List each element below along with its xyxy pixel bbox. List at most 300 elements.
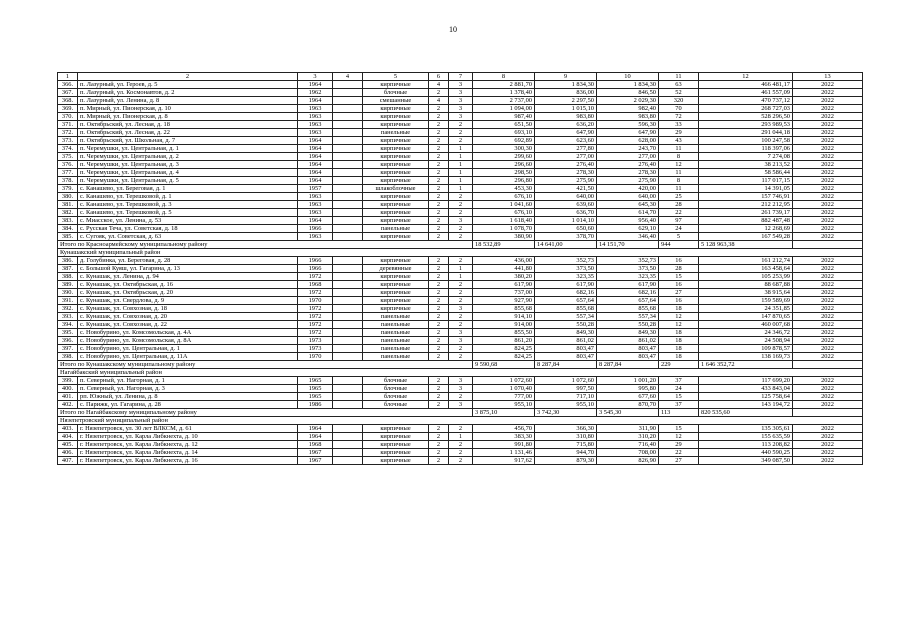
table-cell: 371.	[58, 121, 78, 129]
table-cell: 293 989,53	[699, 121, 793, 129]
table-row	[58, 297, 863, 305]
table-cell: 1 072,60	[535, 377, 597, 385]
table-cell: 370.	[58, 113, 78, 121]
table-cell: п. Северный, ул. Нагорная, д. 1	[78, 377, 298, 385]
table-cell: 29	[659, 129, 699, 137]
table-cell: 855,68	[597, 305, 659, 313]
subtotal-cell: 8 287,84	[535, 361, 597, 369]
table-cell	[333, 385, 363, 393]
table-cell: п. Черемушки, ул. Центральная, д. 1	[78, 145, 298, 153]
section-label: Нагайбакский муниципальный район	[58, 369, 863, 377]
table-cell: 1967	[298, 449, 333, 457]
table-cell: 614,70	[597, 209, 659, 217]
table-cell: 2	[449, 137, 473, 145]
table-cell: 399.	[58, 377, 78, 385]
table-cell: 1963	[298, 105, 333, 113]
table-cell	[333, 193, 363, 201]
table-cell: 1963	[298, 113, 333, 121]
table-cell: 97	[659, 217, 699, 225]
subtotal-cell: 8 287,84	[597, 361, 659, 369]
table-cell: с. Новобурино, ул. Комсомольская, д. 4А	[78, 329, 298, 337]
table-cell: кирпичные	[363, 441, 429, 449]
table-cell: 2	[429, 233, 449, 241]
table-cell: с. Большой Куяш, ул. Гагарина, д. 13	[78, 265, 298, 273]
table-cell: п. Мирный, ул. Пионерская, д. 8	[78, 113, 298, 121]
table-cell: 12 268,69	[699, 225, 793, 233]
table-cell: 349 087,50	[699, 457, 793, 465]
table-cell: 1963	[298, 209, 333, 217]
table-cell: 366,30	[535, 425, 597, 433]
table-cell: с. Кунашак, ул. Совхозная, д. 22	[78, 321, 298, 329]
table-cell: 657,64	[535, 297, 597, 305]
table-cell: 2	[429, 105, 449, 113]
table-cell: 296,60	[473, 161, 535, 169]
table-cell: кирпичные	[363, 281, 429, 289]
table-cell: 383.	[58, 217, 78, 225]
table-cell: с. Кунашак, ул. Совхозная, д. 18	[78, 305, 298, 313]
table-cell: 2	[429, 353, 449, 361]
table-cell: 2	[429, 185, 449, 193]
table-cell: 72	[659, 113, 699, 121]
table-cell: 1957	[298, 185, 333, 193]
table-cell: 715,80	[535, 441, 597, 449]
table-row	[58, 393, 863, 401]
table-cell: 311,90	[597, 425, 659, 433]
table-cell: 777,00	[473, 393, 535, 401]
table-cell: 470 737,12	[699, 97, 793, 105]
table-cell: 29	[659, 441, 699, 449]
table-cell: 100 247,58	[699, 137, 793, 145]
table-cell: 1963	[298, 121, 333, 129]
table-cell: 368.	[58, 97, 78, 105]
table-row	[58, 113, 863, 121]
subtotal-cell: 18 532,89	[473, 241, 535, 249]
table-cell: 8	[659, 153, 699, 161]
table-cell: 5	[659, 233, 699, 241]
table-row	[58, 425, 863, 433]
table-cell: 1 094,00	[473, 105, 535, 113]
table-cell: 2022	[793, 353, 863, 361]
table-cell: 2	[429, 201, 449, 209]
table-cell: деревянные	[363, 265, 429, 273]
table-cell: 403.	[58, 425, 78, 433]
table-cell: рп. Южный, ул. Ленина, д. 8	[78, 393, 298, 401]
table-cell: 402.	[58, 401, 78, 409]
table-cell: 1968	[298, 441, 333, 449]
table-cell: 2	[429, 345, 449, 353]
header-cell: 11	[659, 73, 699, 81]
table-cell: 2 297,50	[535, 97, 597, 105]
table-cell: с. Русская Теча, ул. Советская, д. 18	[78, 225, 298, 233]
table-cell: 466 481,17	[699, 81, 793, 89]
table-cell	[333, 377, 363, 385]
table-cell: 43	[659, 137, 699, 145]
table-cell: 157 746,91	[699, 193, 793, 201]
table-cell	[333, 425, 363, 433]
table-cell: 11	[659, 169, 699, 177]
table-cell: 2	[429, 257, 449, 265]
header-cell: 9	[535, 73, 597, 81]
table-cell	[333, 353, 363, 361]
table-cell: 392.	[58, 305, 78, 313]
table-cell: 645,30	[597, 201, 659, 209]
table-cell: п. Мирный, ул. Пионерская, д. 10	[78, 105, 298, 113]
table-cell: 991,80	[473, 441, 535, 449]
table-cell: 647,90	[597, 129, 659, 137]
table-cell: 2	[449, 313, 473, 321]
table-cell: 2022	[793, 185, 863, 193]
table-cell: 2022	[793, 257, 863, 265]
table-cell: 2022	[793, 225, 863, 233]
table-cell: 440 590,25	[699, 449, 793, 457]
table-cell: 1972	[298, 305, 333, 313]
subtotal-cell	[793, 241, 863, 249]
table-cell: 323,35	[535, 273, 597, 281]
table-cell: 2	[449, 297, 473, 305]
section-header-row	[58, 417, 863, 425]
table-cell: 298,50	[473, 169, 535, 177]
table-cell: 1964	[298, 177, 333, 185]
table-cell: 88 687,88	[699, 281, 793, 289]
table-cell: 2	[449, 441, 473, 449]
table-cell: 927,90	[473, 297, 535, 305]
table-cell: 405.	[58, 441, 78, 449]
table-cell: 1964	[298, 217, 333, 225]
table-cell: 2022	[793, 345, 863, 353]
table-cell: 275,90	[597, 177, 659, 185]
table-cell: кирпичные	[363, 457, 429, 465]
table-cell: блочные	[363, 385, 429, 393]
table-cell: 2	[429, 121, 449, 129]
table-cell: 677,60	[597, 393, 659, 401]
table-cell: 38 915,64	[699, 289, 793, 297]
table-cell: 955,10	[473, 401, 535, 409]
table-cell: 676,10	[473, 209, 535, 217]
table-cell: 58 586,44	[699, 169, 793, 177]
table-cell: 407.	[58, 457, 78, 465]
table-cell: 692,89	[473, 137, 535, 145]
table-cell: 2022	[793, 401, 863, 409]
table-cell: 70	[659, 105, 699, 113]
table-cell: 1 041,60	[473, 201, 535, 209]
table-cell	[333, 129, 363, 137]
table-row	[58, 265, 863, 273]
table-cell: 855,50	[473, 329, 535, 337]
table-cell: с. Парижк, ул. Гагарина, д. 28	[78, 401, 298, 409]
table-cell: кирпичные	[363, 297, 429, 305]
table-cell: 636,70	[535, 209, 597, 217]
table-cell: 2	[449, 353, 473, 361]
table-cell: 401.	[58, 393, 78, 401]
subtotal-row	[58, 241, 863, 249]
table-cell: 24	[659, 385, 699, 393]
table-cell: п. Северный, ул. Нагорная, д. 3	[78, 385, 298, 393]
table-cell: смешанные	[363, 97, 429, 105]
table-cell: 2022	[793, 233, 863, 241]
table-cell: 2022	[793, 385, 863, 393]
header-cell: 13	[793, 73, 863, 81]
table-row	[58, 137, 863, 145]
table-cell: 2022	[793, 393, 863, 401]
table-cell: 320	[659, 97, 699, 105]
section-header-row	[58, 249, 863, 257]
table-cell: 277,00	[597, 153, 659, 161]
table-cell: 15	[659, 393, 699, 401]
table-cell: 22	[659, 209, 699, 217]
table-cell: 657,64	[597, 297, 659, 305]
table-row	[58, 177, 863, 185]
table-cell: 1 078,70	[473, 225, 535, 233]
table-cell: 310,80	[535, 433, 597, 441]
table-row	[58, 169, 863, 177]
table-cell: п. Октябрьский, ул. Лесная, д. 22	[78, 129, 298, 137]
header-cell: 2	[78, 73, 298, 81]
table-cell: 803,47	[535, 345, 597, 353]
table-cell: кирпичные	[363, 105, 429, 113]
table-row	[58, 337, 863, 345]
table-cell: 379.	[58, 185, 78, 193]
table-cell: 1963	[298, 193, 333, 201]
table-cell: 1964	[298, 97, 333, 105]
table-cell: 391.	[58, 297, 78, 305]
table-cell	[333, 137, 363, 145]
table-cell: кирпичные	[363, 425, 429, 433]
table-cell: 1973	[298, 345, 333, 353]
table-cell: 2022	[793, 321, 863, 329]
table-cell: 1	[449, 169, 473, 177]
table-cell: 716,40	[597, 441, 659, 449]
table-cell: 1964	[298, 169, 333, 177]
table-cell: 803,47	[597, 353, 659, 361]
table-cell: 983,80	[535, 113, 597, 121]
table-cell: 323,35	[597, 273, 659, 281]
table-cell: 2	[429, 289, 449, 297]
table-cell: 826,90	[597, 457, 659, 465]
table-cell: 623,60	[535, 137, 597, 145]
table-cell: 299,60	[473, 153, 535, 161]
table-cell: 118 397,06	[699, 145, 793, 153]
table-cell: 2	[449, 201, 473, 209]
table-cell: 2	[449, 457, 473, 465]
table-cell	[333, 89, 363, 97]
table-cell	[333, 145, 363, 153]
table-cell: панельные	[363, 345, 429, 353]
table-cell: 3	[449, 113, 473, 121]
table-cell: 2022	[793, 329, 863, 337]
table-cell: 629,10	[597, 225, 659, 233]
table-cell: 2022	[793, 449, 863, 457]
table-cell: 2	[449, 257, 473, 265]
table-row	[58, 305, 863, 313]
table-cell: с. Канашево, ул. Береговая, д. 1	[78, 185, 298, 193]
table-cell: кирпичные	[363, 209, 429, 217]
subtotal-cell: 3 545,30	[597, 409, 659, 417]
table-cell: 2	[449, 225, 473, 233]
table-cell: 243,70	[597, 145, 659, 153]
table-row	[58, 457, 863, 465]
table-cell: 2022	[793, 273, 863, 281]
table-cell: 28	[659, 265, 699, 273]
table-cell: 18	[659, 353, 699, 361]
table-cell: 636,20	[535, 121, 597, 129]
table-cell: 1966	[298, 257, 333, 265]
table-cell: панельные	[363, 129, 429, 137]
table-cell: 2022	[793, 425, 863, 433]
table-cell: 4	[429, 97, 449, 105]
table-cell: 1 131,46	[473, 449, 535, 457]
table-cell: кирпичные	[363, 81, 429, 89]
table-row	[58, 321, 863, 329]
table-cell: кирпичные	[363, 289, 429, 297]
subtotal-label: Итого по Красноармейскому муниципальному району	[58, 241, 473, 249]
table-cell: п. Черемушки, ул. Центральная, д. 5	[78, 177, 298, 185]
table-cell	[333, 457, 363, 465]
table-row	[58, 105, 863, 113]
table-cell: 2022	[793, 377, 863, 385]
table-cell: 167 549,28	[699, 233, 793, 241]
table-cell	[333, 313, 363, 321]
table-cell: 2	[449, 345, 473, 353]
table-cell: кирпичные	[363, 113, 429, 121]
subtotal-cell: 5 128 963,38	[699, 241, 793, 249]
table-cell: с. Кунашак, ул. Совхозная, д. 20	[78, 313, 298, 321]
table-cell: 276,40	[535, 161, 597, 169]
header-cell: 10	[597, 73, 659, 81]
table-cell: 1965	[298, 377, 333, 385]
table-row	[58, 161, 863, 169]
table-row	[58, 289, 863, 297]
table-cell: с. Канашево, ул. Терешковой, д. 3	[78, 201, 298, 209]
table-cell: 1967	[298, 457, 333, 465]
table-cell: 1966	[298, 225, 333, 233]
table-cell: 2	[429, 449, 449, 457]
table-cell: 2	[429, 433, 449, 441]
table-cell: 955,10	[535, 401, 597, 409]
table-cell	[333, 433, 363, 441]
table-cell: 617,90	[597, 281, 659, 289]
table-cell: 846,50	[597, 89, 659, 97]
table-cell: 1	[449, 433, 473, 441]
table-cell: 2022	[793, 105, 863, 113]
table-cell: 617,90	[535, 281, 597, 289]
table-cell: 1972	[298, 289, 333, 297]
table-cell: 346,40	[597, 233, 659, 241]
table-cell	[333, 105, 363, 113]
table-cell: 1964	[298, 425, 333, 433]
table-cell: 278,30	[597, 169, 659, 177]
table-cell: 2022	[793, 161, 863, 169]
table-cell: 2	[429, 401, 449, 409]
table-cell: 1 072,60	[473, 377, 535, 385]
table-cell: 381.	[58, 201, 78, 209]
header-cell: 7	[449, 73, 473, 81]
table-cell: 2022	[793, 81, 863, 89]
table-cell: 917,62	[473, 457, 535, 465]
table-cell: 268 727,03	[699, 105, 793, 113]
table-cell: 12	[659, 313, 699, 321]
header-cell: 3	[298, 73, 333, 81]
table-cell: 987,40	[473, 113, 535, 121]
table-cell: 261 739,17	[699, 209, 793, 217]
table-cell: 352,73	[535, 257, 597, 265]
table-cell: с. Канашево, ул. Терешковой, д. 1	[78, 193, 298, 201]
subtotal-cell: 3 742,30	[535, 409, 597, 417]
table-cell: 394.	[58, 321, 78, 329]
table-cell: 12	[659, 321, 699, 329]
table-cell	[333, 185, 363, 193]
table-cell: 456,70	[473, 425, 535, 433]
table-cell	[333, 449, 363, 457]
table-cell: 2	[429, 305, 449, 313]
table-cell: 1963	[298, 201, 333, 209]
subtotal-cell: 14 151,70	[597, 241, 659, 249]
table-cell: шлакоблочные	[363, 185, 429, 193]
table-cell: 135 305,61	[699, 425, 793, 433]
table-cell: 12	[659, 433, 699, 441]
table-cell: панельные	[363, 337, 429, 345]
table-cell: 1972	[298, 321, 333, 329]
table-cell: 3	[449, 105, 473, 113]
table-row	[58, 193, 863, 201]
table-cell: 676,10	[473, 193, 535, 201]
table-cell: 1 834,30	[535, 81, 597, 89]
table-cell: 16	[659, 257, 699, 265]
table-cell: 404.	[58, 433, 78, 441]
table-cell: кирпичные	[363, 121, 429, 129]
table-cell	[333, 113, 363, 121]
table-cell: 983,80	[597, 113, 659, 121]
table-cell: 1963	[298, 233, 333, 241]
table-cell: 2022	[793, 297, 863, 305]
table-cell: 1962	[298, 89, 333, 97]
table-cell: 382.	[58, 209, 78, 217]
table-cell: 159 589,69	[699, 297, 793, 305]
table-cell: 2	[429, 297, 449, 305]
table-cell: 1968	[298, 281, 333, 289]
table-cell: 2	[449, 233, 473, 241]
table-cell: 2	[449, 393, 473, 401]
table-cell: 956,40	[597, 217, 659, 225]
table-cell: 147 870,65	[699, 313, 793, 321]
table-cell	[333, 281, 363, 289]
table-cell: 33	[659, 121, 699, 129]
table-cell: 396.	[58, 337, 78, 345]
table-cell: 647,90	[535, 129, 597, 137]
table-cell: 25	[659, 193, 699, 201]
table-cell: 2	[429, 153, 449, 161]
table-row	[58, 345, 863, 353]
table-cell: 596,30	[597, 121, 659, 129]
table-cell: 2022	[793, 137, 863, 145]
table-cell: 2022	[793, 153, 863, 161]
table-cell: 682,16	[597, 289, 659, 297]
table-cell: 212 212,95	[699, 201, 793, 209]
table-cell: 2	[429, 457, 449, 465]
table-cell: 2	[429, 169, 449, 177]
table-cell: 395.	[58, 329, 78, 337]
table-cell: 861,02	[535, 337, 597, 345]
table-cell: 275,90	[535, 177, 597, 185]
table-row	[58, 81, 863, 89]
subtotal-row	[58, 361, 863, 369]
subtotal-cell: 229	[659, 361, 699, 369]
table-cell: 2	[429, 217, 449, 225]
table-cell: с. Новобурино, ул. Центральная, д. 1	[78, 345, 298, 353]
table-cell: 2	[429, 265, 449, 273]
table-cell: 2	[449, 289, 473, 297]
table-cell: 803,47	[597, 345, 659, 353]
table-cell: 2	[429, 441, 449, 449]
